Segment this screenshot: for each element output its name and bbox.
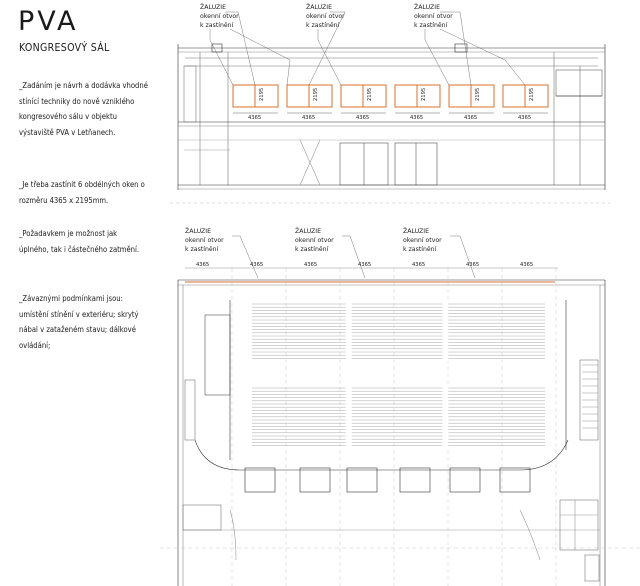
paragraph-requirement: _Požadavkem je možnost jak úplného, tak i částečného zatmění. [19, 229, 140, 254]
dim-width-2: 4365 [302, 115, 316, 121]
dim-height-3: 2195 [367, 87, 373, 101]
page-title: PVA [18, 6, 79, 37]
svg-text:okenní otvor: okenní otvor [295, 237, 334, 244]
dim-height-5: 2195 [475, 87, 481, 101]
plan-labels [185, 226, 475, 278]
svg-text:ŽALUZIE: ŽALUZIE [295, 228, 322, 235]
svg-text:k zastínění: k zastínění [306, 22, 340, 29]
paragraph-windows: _Je třeba zastínit 6 obdélných oken o rozměru 4365 x 2195mm. [19, 180, 145, 205]
section-label-1 [200, 2, 239, 29]
plan-dim-3: 4365 [304, 262, 318, 268]
dim-width-1: 4365 [248, 115, 262, 121]
seat-aisle [442, 303, 448, 361]
svg-text:okenní otvor: okenní otvor [403, 237, 442, 244]
svg-text:ŽALUZIE: ŽALUZIE [200, 4, 227, 11]
page-subtitle: KONGRESOVÝ SÁL [19, 42, 110, 54]
svg-text:okenní otvor: okenní otvor [414, 13, 453, 20]
plan-dim-6: 4365 [466, 262, 480, 268]
dim-width-4: 4365 [410, 115, 424, 121]
section-dimensions [248, 88, 535, 121]
seat-aisle [346, 387, 352, 449]
plan-dimensions [185, 262, 558, 268]
svg-text:okenní otvor: okenní otvor [306, 13, 345, 20]
svg-text:ŽALUZIE: ŽALUZIE [185, 228, 212, 235]
plan-label-1 [185, 226, 224, 253]
paragraph-conditions: _Závaznými podmínkami jsou: umístění stínění v exteriéru; skrytý nábal v zataženém stavu; dálkové ovládání; [19, 294, 139, 350]
dim-height-4: 2195 [421, 87, 427, 101]
seat-aisle [442, 387, 448, 449]
section-labels [200, 2, 525, 85]
section-label-2 [306, 2, 345, 29]
svg-text:k zastínění: k zastínění [414, 22, 448, 29]
seating-area [252, 303, 545, 449]
dim-width-6: 4365 [518, 115, 532, 121]
plan-dim-7: 4365 [520, 262, 534, 268]
dim-width-3: 4365 [356, 115, 370, 121]
dim-height-6: 2195 [529, 87, 535, 101]
svg-text:okenní otvor: okenní otvor [185, 237, 224, 244]
svg-text:ŽALUZIE: ŽALUZIE [403, 228, 430, 235]
svg-text:ŽALUZIE: ŽALUZIE [414, 4, 441, 11]
paragraph-assignment: _Zadáním je návrh a dodávka vhodné stínící techniky do nově vzniklého kongresového sálu v objektu výstaviště PVA v Letňanech. [19, 81, 148, 137]
plan-dim-5: 4365 [412, 262, 426, 268]
svg-text:okenní otvor: okenní otvor [200, 13, 239, 20]
plan-label-2 [295, 226, 334, 253]
dim-width-5: 4365 [464, 115, 478, 121]
seat-aisle [346, 303, 352, 361]
plan-dim-1: 4365 [196, 262, 210, 268]
section-label-3 [414, 2, 453, 29]
dim-height-2: 2195 [313, 87, 319, 101]
svg-text:k zastínění: k zastínění [295, 246, 329, 253]
svg-text:k zastínění: k zastínění [185, 246, 219, 253]
plan-drawing [160, 268, 640, 586]
plan-label-3 [403, 226, 442, 253]
svg-text:k zastínění: k zastínění [403, 246, 437, 253]
dim-height-1: 2195 [259, 87, 265, 101]
section-windows [233, 85, 548, 113]
plan-dim-4: 4365 [358, 262, 372, 268]
svg-text:k zastínění: k zastínění [200, 22, 234, 29]
svg-text:ŽALUZIE: ŽALUZIE [306, 4, 333, 11]
plan-dim-2: 4365 [250, 262, 264, 268]
section-drawing [170, 44, 610, 203]
